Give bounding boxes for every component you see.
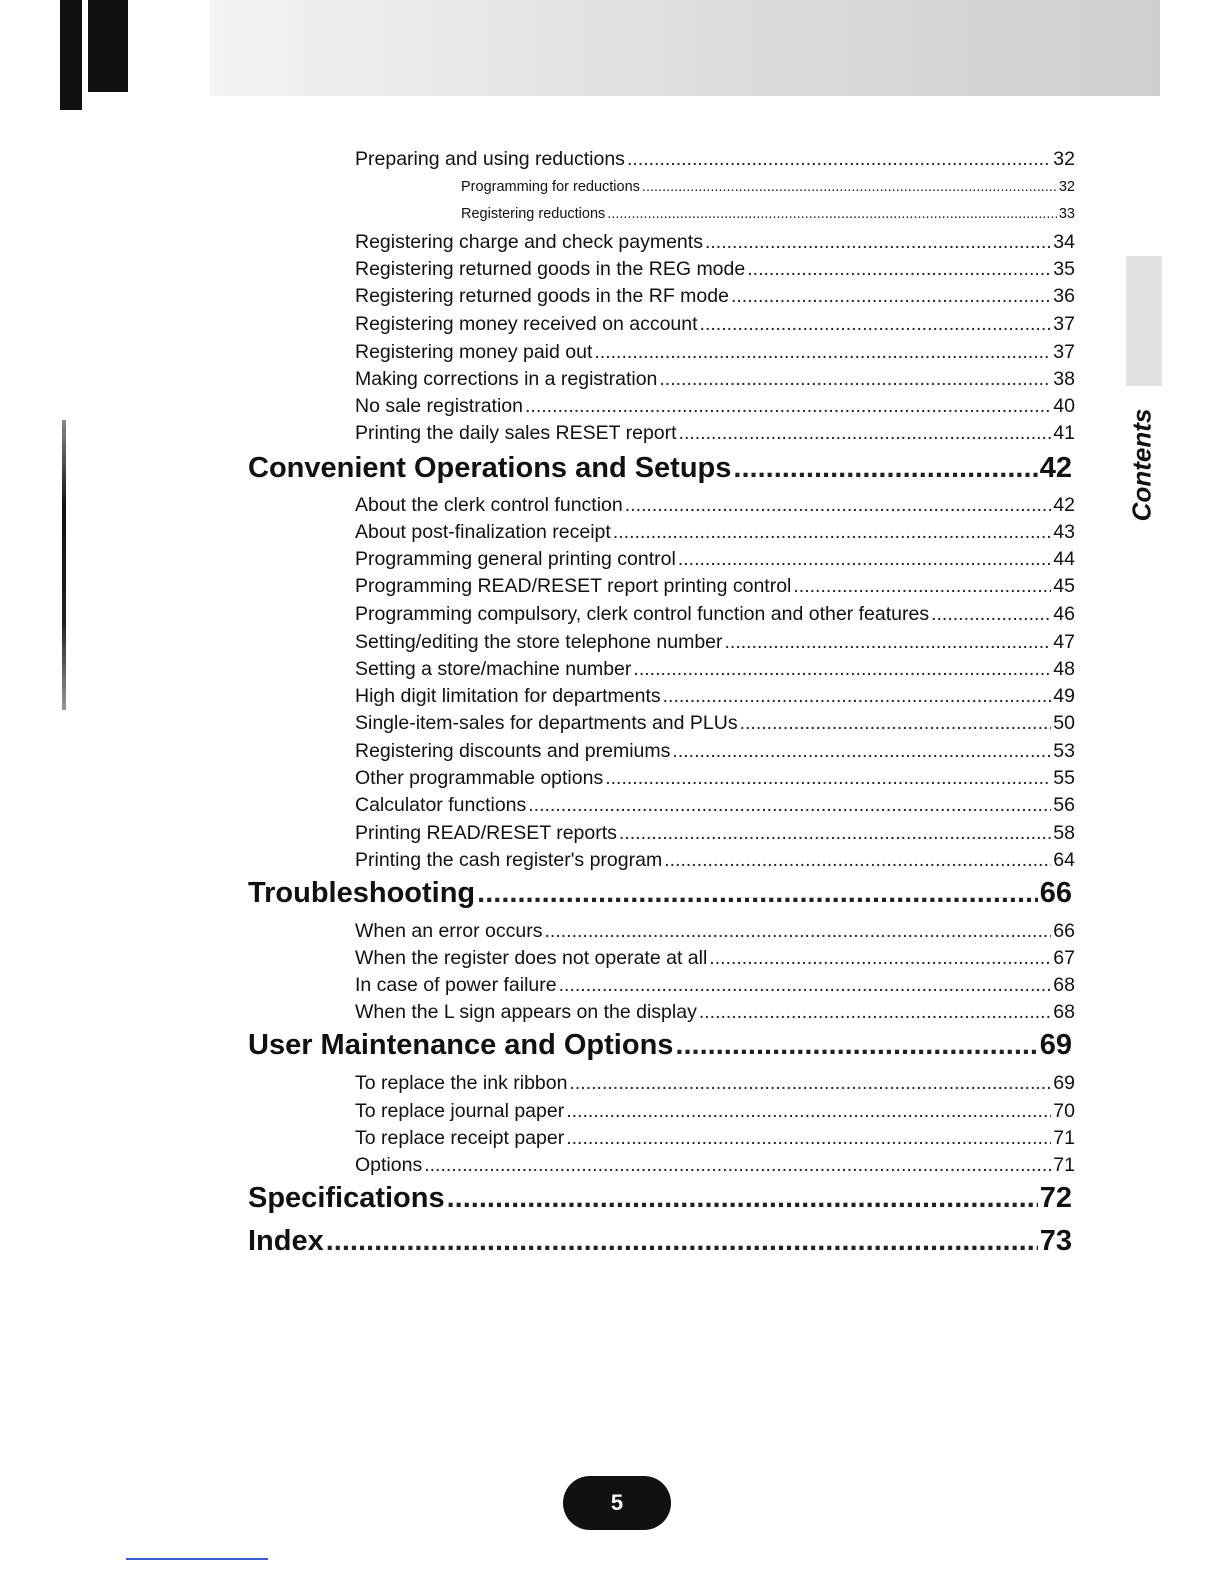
toc-title: When an error occurs [355,920,543,942]
toc-title: Options [355,1154,423,1176]
toc-title: Setting/editing the store telephone number [355,631,723,653]
dot-leader [733,452,1037,485]
toc-title: In case of power failure [355,974,557,996]
toc-title: Registering money received on account [355,313,698,335]
toc-page-number: 44 [1053,548,1075,570]
toc-title: Printing READ/RESET reports [355,822,617,844]
dot-leader [642,179,1057,195]
dot-leader [700,313,1052,336]
toc-title: Single-item-sales for departments and PLUs [355,712,738,734]
toc-page-number: 70 [1053,1100,1075,1122]
dot-leader [566,1100,1051,1123]
toc-subsection[interactable] [461,179,1075,195]
dot-leader [525,395,1051,418]
toc-chapter[interactable] [248,452,1072,485]
dot-leader [566,1127,1051,1150]
toc-section[interactable] [355,1001,1075,1024]
dot-leader [740,712,1052,735]
page-number-badge [563,1476,671,1530]
toc-page-number: 32 [1058,179,1075,195]
toc-page-number: 47 [1053,631,1075,653]
toc-title: When the L sign appears on the display [355,1001,697,1023]
toc-page-number: 35 [1053,258,1075,280]
toc-page-number: 45 [1053,575,1075,597]
toc-section[interactable] [355,341,1075,364]
dot-leader [594,341,1051,364]
toc-page-number: 72 [1039,1182,1072,1214]
toc-title: Setting a store/machine number [355,658,632,680]
toc-page-number: 41 [1053,422,1075,444]
toc-section[interactable] [355,947,1075,970]
footer-line [126,1558,268,1560]
toc-title: To replace the ink ribbon [355,1072,568,1094]
toc-section[interactable] [355,148,1075,171]
toc-section[interactable] [355,1100,1075,1123]
toc-section[interactable] [355,920,1075,943]
dot-leader [613,521,1051,544]
dot-leader [424,1154,1051,1177]
toc-title: Specifications [248,1182,445,1214]
toc-title: Making corrections in a registration [355,368,658,390]
toc-section[interactable] [355,658,1075,681]
dot-leader [793,575,1051,598]
side-tab-shade [1126,256,1162,386]
toc-page-number: 34 [1053,231,1075,253]
dot-leader [675,1029,1037,1062]
toc-section[interactable] [355,685,1075,708]
dot-leader [627,148,1051,171]
toc-section[interactable] [355,575,1075,598]
toc-page-number: 42 [1053,494,1075,516]
side-tab-label: Contents [1126,408,1157,522]
toc-title: High digit limitation for departments [355,685,661,707]
dot-leader [731,285,1051,308]
dot-leader [569,1072,1051,1095]
toc-title: Registering reductions [461,206,606,222]
dot-leader [625,494,1052,517]
dot-leader [447,1182,1038,1215]
margin-stripe [62,420,66,710]
toc-section[interactable] [355,494,1075,517]
toc-page-number: 64 [1053,849,1075,871]
toc-page-number: 33 [1058,206,1075,222]
toc-title: No sale registration [355,395,523,417]
toc-page-number: 56 [1053,794,1075,816]
toc-title: Registering returned goods in the RF mode [355,285,729,307]
dot-leader [528,794,1051,817]
dot-leader [663,685,1052,708]
toc-page-number: 46 [1053,603,1075,625]
toc-title: Printing the cash register's program [355,849,663,871]
toc-page-number: 48 [1053,658,1075,680]
page-number: 5 [610,1490,624,1515]
toc-title: Registering money paid out [355,341,593,363]
toc-page-number: 40 [1053,395,1075,417]
dot-leader [679,422,1052,445]
toc-section[interactable] [355,740,1075,763]
toc-section[interactable] [355,521,1075,544]
toc-page-number: 37 [1053,341,1075,363]
dot-leader [633,658,1051,681]
dot-leader [659,368,1051,391]
toc-title: Troubleshooting [248,877,476,909]
toc-title: About post-finalization receipt [355,521,611,543]
toc-section[interactable] [355,368,1075,391]
dot-leader [699,1001,1051,1024]
toc-page-number: 38 [1053,368,1075,390]
toc-page-number: 69 [1039,1029,1072,1061]
toc-page-number: 67 [1053,947,1075,969]
toc-page-number: 55 [1053,767,1075,789]
toc-page-number: 42 [1039,452,1072,484]
toc-title: Preparing and using reductions [355,148,625,170]
dot-leader [664,849,1051,872]
toc-page-number: 58 [1053,822,1075,844]
dot-leader [931,603,1051,626]
toc-section[interactable] [355,974,1075,997]
toc-section[interactable] [355,631,1075,654]
toc-title: Programming READ/RESET report printing control [355,575,792,597]
toc-section[interactable] [355,1154,1075,1177]
binding-mark [60,0,128,96]
dot-leader [619,822,1051,845]
toc-title: User Maintenance and Options [248,1029,674,1061]
toc-page-number: 50 [1053,712,1075,734]
toc-title: Programming compulsory, clerk control function and other features [355,603,930,625]
toc-page-number: 66 [1039,877,1072,909]
toc-page-number: 68 [1053,974,1075,996]
toc-page-number: 36 [1053,285,1075,307]
toc-section[interactable] [355,422,1075,445]
dot-leader [747,258,1051,281]
toc-page-number: 32 [1053,148,1075,170]
toc-title: Index [248,1225,324,1257]
toc-title: To replace journal paper [355,1100,565,1122]
toc-page-number: 66 [1053,920,1075,942]
toc-section[interactable] [355,231,1075,254]
toc-section[interactable] [355,1072,1075,1095]
toc-section[interactable] [355,258,1075,281]
toc-title: To replace receipt paper [355,1127,565,1149]
toc-chapter[interactable] [248,1182,1072,1215]
side-tab [1120,400,1164,530]
toc-title: Registering discounts and premiums [355,740,671,762]
toc-page-number: 49 [1053,685,1075,707]
toc-title: Registering charge and check payments [355,231,703,253]
toc-page-number: 68 [1053,1001,1075,1023]
dot-leader [678,548,1051,571]
toc-title: Printing the daily sales RESET report [355,422,677,444]
toc-section[interactable] [355,548,1075,571]
toc-section[interactable] [355,313,1075,336]
toc-section[interactable] [355,822,1075,845]
toc-title: Other programmable options [355,767,604,789]
dot-leader [545,920,1052,943]
toc-page-number: 71 [1053,1127,1075,1149]
dot-leader [559,974,1052,997]
toc-chapter[interactable] [248,1029,1072,1062]
toc-section[interactable] [355,285,1075,308]
toc-section[interactable] [355,395,1075,418]
toc-page-number: 53 [1053,740,1075,762]
toc-section[interactable] [355,1127,1075,1150]
toc-page-number: 71 [1053,1154,1075,1176]
dot-leader [725,631,1052,654]
toc-title: Registering returned goods in the REG mode [355,258,746,280]
toc-chapter[interactable] [248,877,1072,910]
dot-leader [709,947,1051,970]
toc-section[interactable] [355,712,1075,735]
toc-title: Convenient Operations and Setups [248,452,732,484]
toc-section[interactable] [355,767,1075,790]
toc-title: Programming general printing control [355,548,676,570]
dot-leader [605,767,1051,790]
dot-leader [607,206,1057,222]
toc-page-number: 73 [1039,1225,1072,1257]
toc-section[interactable] [355,794,1075,817]
header-band [210,0,1160,96]
toc-title: Calculator functions [355,794,527,816]
toc-subsection[interactable] [461,206,1075,222]
dot-leader [326,1225,1038,1258]
toc-page-number: 43 [1053,521,1075,543]
toc-title: Programming for reductions [461,179,640,195]
toc-title: When the register does not operate at all [355,947,708,969]
dot-leader [705,231,1051,254]
toc-section[interactable] [355,603,1075,626]
dot-leader [672,740,1051,763]
dot-leader [477,877,1038,910]
toc-page-number: 37 [1053,313,1075,335]
toc-page-number: 69 [1053,1072,1075,1094]
toc-title: About the clerk control function [355,494,623,516]
toc-section[interactable] [355,849,1075,872]
toc-chapter[interactable] [248,1225,1072,1258]
